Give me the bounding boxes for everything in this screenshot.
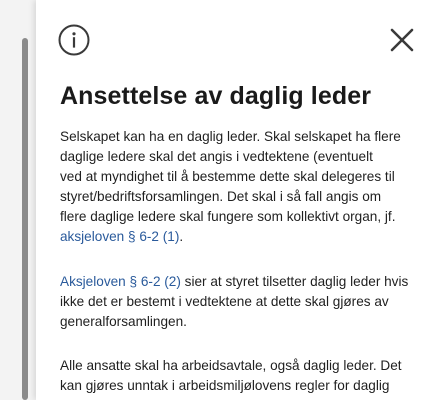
paragraph-styret-tilsetter [60, 272, 432, 332]
text-line [60, 227, 432, 247]
text-line: styret/bedriftsforsamlingen. Det skal i så fall angis om [60, 189, 382, 204]
info-circle-icon [57, 23, 91, 57]
text-line: Alle ansatte skal ha arbeidsavtale, også daglig leder. Det [60, 358, 402, 373]
text-line: kan gjøres unntak i arbeidsmiljølovens regler for daglig [60, 378, 390, 393]
close-button[interactable] [387, 25, 417, 55]
law-link-6-2-2[interactable]: Aksjeloven § 6-2 (2) [60, 274, 181, 289]
dialog-title: Ansettelse av daglig leder [60, 82, 372, 110]
text-line: ikke det er bestemt i vedtektene at dette skal gjøres av [60, 294, 389, 309]
text-line: flere daglige ledere skal fungere som kollektivt organ, jf. [60, 209, 396, 224]
info-dialog-panel [36, 0, 448, 400]
link-trailing-text: . [179, 229, 184, 244]
link-following-text: sier at styret tilsetter daglig leder hvis [180, 274, 409, 289]
law-link-6-2-1[interactable]: aksjeloven § 6-2 (1) [60, 229, 180, 244]
info-button[interactable] [57, 23, 91, 57]
paragraph-daglig-leder [60, 127, 432, 247]
close-x-icon [387, 25, 417, 55]
page-backdrop [0, 0, 36, 400]
text-line [60, 272, 432, 292]
text-line: generalforsamlingen. [60, 314, 187, 329]
text-line: ved at myndighet til å bestemme dette skal delegeres til [60, 169, 395, 184]
text-line: Selskapet kan ha en daglig leder. Skal selskapet ha flere [60, 129, 401, 144]
scrollbar[interactable] [22, 38, 28, 400]
paragraph-arbeidsavtale [60, 356, 432, 396]
text-line: daglige ledere skal det angis i vedtektene (eventuelt [60, 149, 373, 164]
